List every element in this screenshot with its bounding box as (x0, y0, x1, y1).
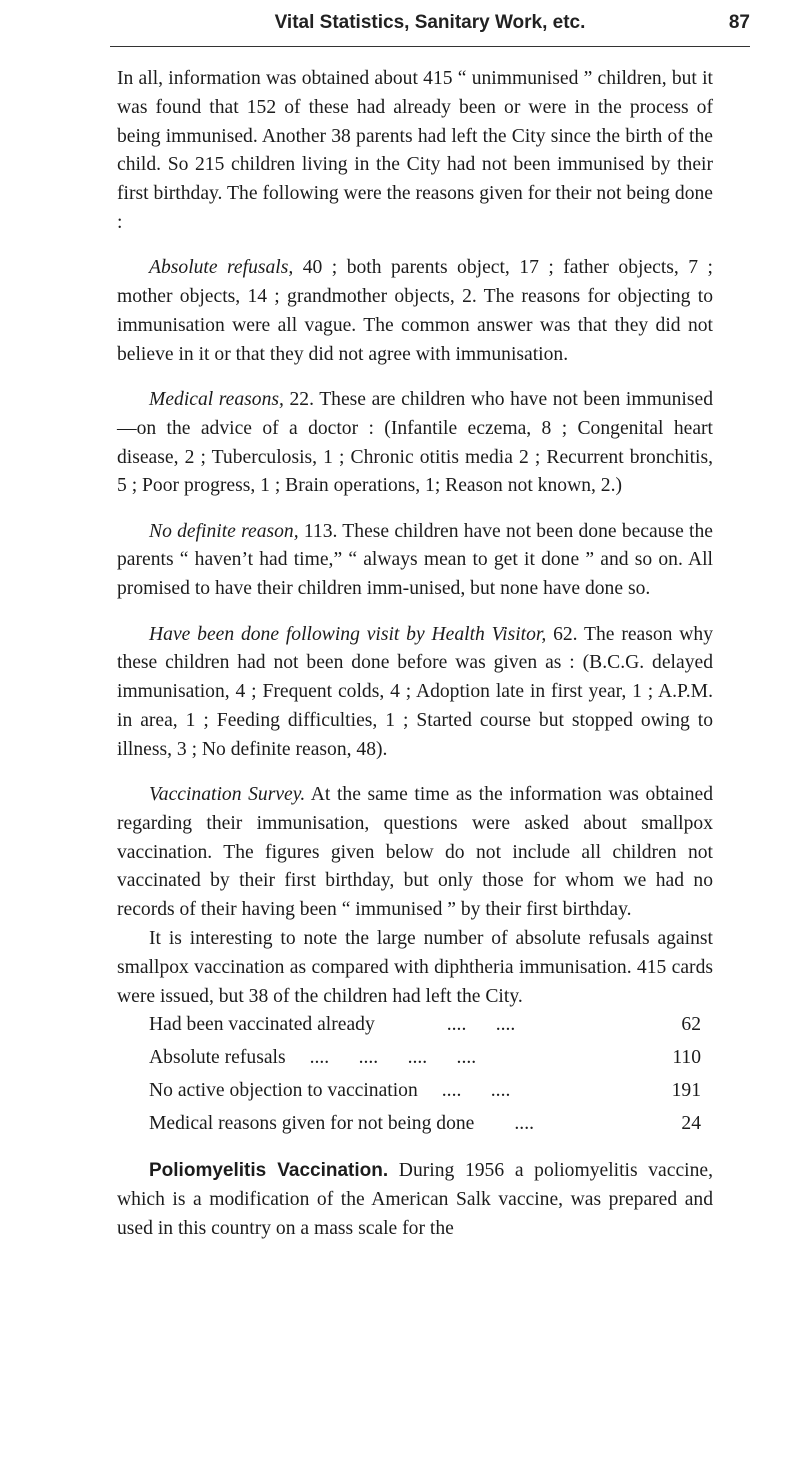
absolute-refusals-paragraph (117, 254, 713, 369)
stat-value: 191 (671, 1080, 701, 1102)
vaccination-stats-list (149, 1011, 701, 1143)
stat-label (149, 1077, 641, 1106)
stat-row (149, 1044, 701, 1077)
intro-text: In all, information was obtained about 415 “ unimmunised ” children, but it was found that 152 of these had already been or were in the process of being immunised. Another 38 parents had left the City since the birth of the child. So 215 children living in the City had not been immunised by their first birthday. The following were the reasons given for their not being done : (117, 68, 713, 233)
stat-row (149, 1077, 701, 1110)
stat-row (149, 1110, 701, 1143)
health-visitor-paragraph (117, 621, 713, 765)
medical-reasons-paragraph (117, 386, 713, 501)
no-definite-reason-paragraph (117, 518, 713, 604)
poliomyelitis-text: During 1956 a poliomyelitis vaccine, which is a modification of the American Salk vaccine, was prepared and used in this country on a mass scale for the (117, 1160, 713, 1239)
stat-label-text: Medical reasons given for not being done (149, 1113, 475, 1135)
header-rule (110, 46, 750, 47)
stat-label-text: Had been vaccinated already (149, 1014, 375, 1036)
page-header (110, 12, 750, 62)
stat-value: 24 (681, 1113, 701, 1135)
stat-label (149, 1110, 641, 1139)
stat-leader-dots: .... .... (441, 1080, 511, 1102)
no-definite-reason-label: No definite reason, (149, 520, 299, 542)
vaccination-survey-paragraph (117, 781, 713, 925)
no-definite-reason-text: 113. These children have not been done because the parents “ haven’t had time,” “ always mean to get it done ” and so on. All promised to have their children imm-unised, but none have done so. (117, 520, 713, 600)
absolute-refusals-text: 40 ; both parents object, 17 ; father objects, 7 ; mother objects, 14 ; grandmother objects, 2. The reasons for objecting to immunisation were all vague. The common answer was that they did not believe in it or that they did not agree with immunisation. (117, 257, 713, 365)
poliomyelitis-paragraph (117, 1157, 713, 1243)
stat-label (149, 1011, 641, 1040)
vaccination-survey-text: At the same time as the information was obtained regarding their immunisation, questions were asked about smallpox vaccination. The figures given below do not include all children not vaccinated by their first birthday, but only those for whom we had no records of their having been “ immunised ” by their first birthday. (117, 784, 714, 921)
stat-label-text: No active objection to vaccination (149, 1080, 418, 1102)
stat-label-text: Absolute refusals (149, 1047, 286, 1069)
header-title: Vital Statistics, Sanitary Work, etc. (274, 12, 586, 33)
stat-leader-dots: .... .... .... .... (309, 1047, 477, 1069)
interesting-text: It is interesting to note the large number of absolute refusals against smallpox vaccination as compared with diphtheria immunisation. 415 cards were issued, but 38 of the children had left the City. (117, 928, 713, 1007)
document-body (117, 65, 713, 1260)
stat-label (149, 1044, 641, 1073)
absolute-refusals-label: Absolute refusals, (149, 257, 294, 279)
poliomyelitis-heading: Poliomyelitis Vaccination. (149, 1160, 389, 1182)
medical-reasons-text: 22. These are children who have not been immunised—on the advice of a doctor : (Infantile eczema, 8 ; Congenital heart disease, 2 ; Tuberculosis, 1 ; Chronic otitis media 2 ; Recurrent bronchitis, 5 ; Poor progress, 1 ; Brain operations, 1; Reason not known, 2.) (117, 388, 713, 497)
stat-leader-dots: .... .... (446, 1014, 516, 1036)
stat-row (149, 1011, 701, 1044)
health-visitor-label: Have been done following visit by Health Visitor, (149, 623, 547, 645)
intro-paragraph (117, 65, 713, 238)
health-visitor-text: 62. The reason why these children had not been done before was given as : (B.C.G. delayed immunisation, 4 ; Frequent colds, 4 ; Adoption late in first year, 1 ; A.P.M. in area, 1 ; Feeding difficulties, 1 ; Started course but stopped owing to illness, 3 ; No definite reason, 48). (117, 623, 714, 760)
stat-value: 110 (672, 1047, 701, 1069)
interesting-paragraph (117, 925, 713, 1011)
medical-reasons-label: Medical reasons, (149, 388, 284, 410)
vaccination-survey-label: Vaccination Survey. (149, 784, 306, 806)
stat-value: 62 (681, 1014, 701, 1036)
page-number: 87 (728, 12, 750, 33)
stat-leader-dots: .... (514, 1113, 534, 1135)
